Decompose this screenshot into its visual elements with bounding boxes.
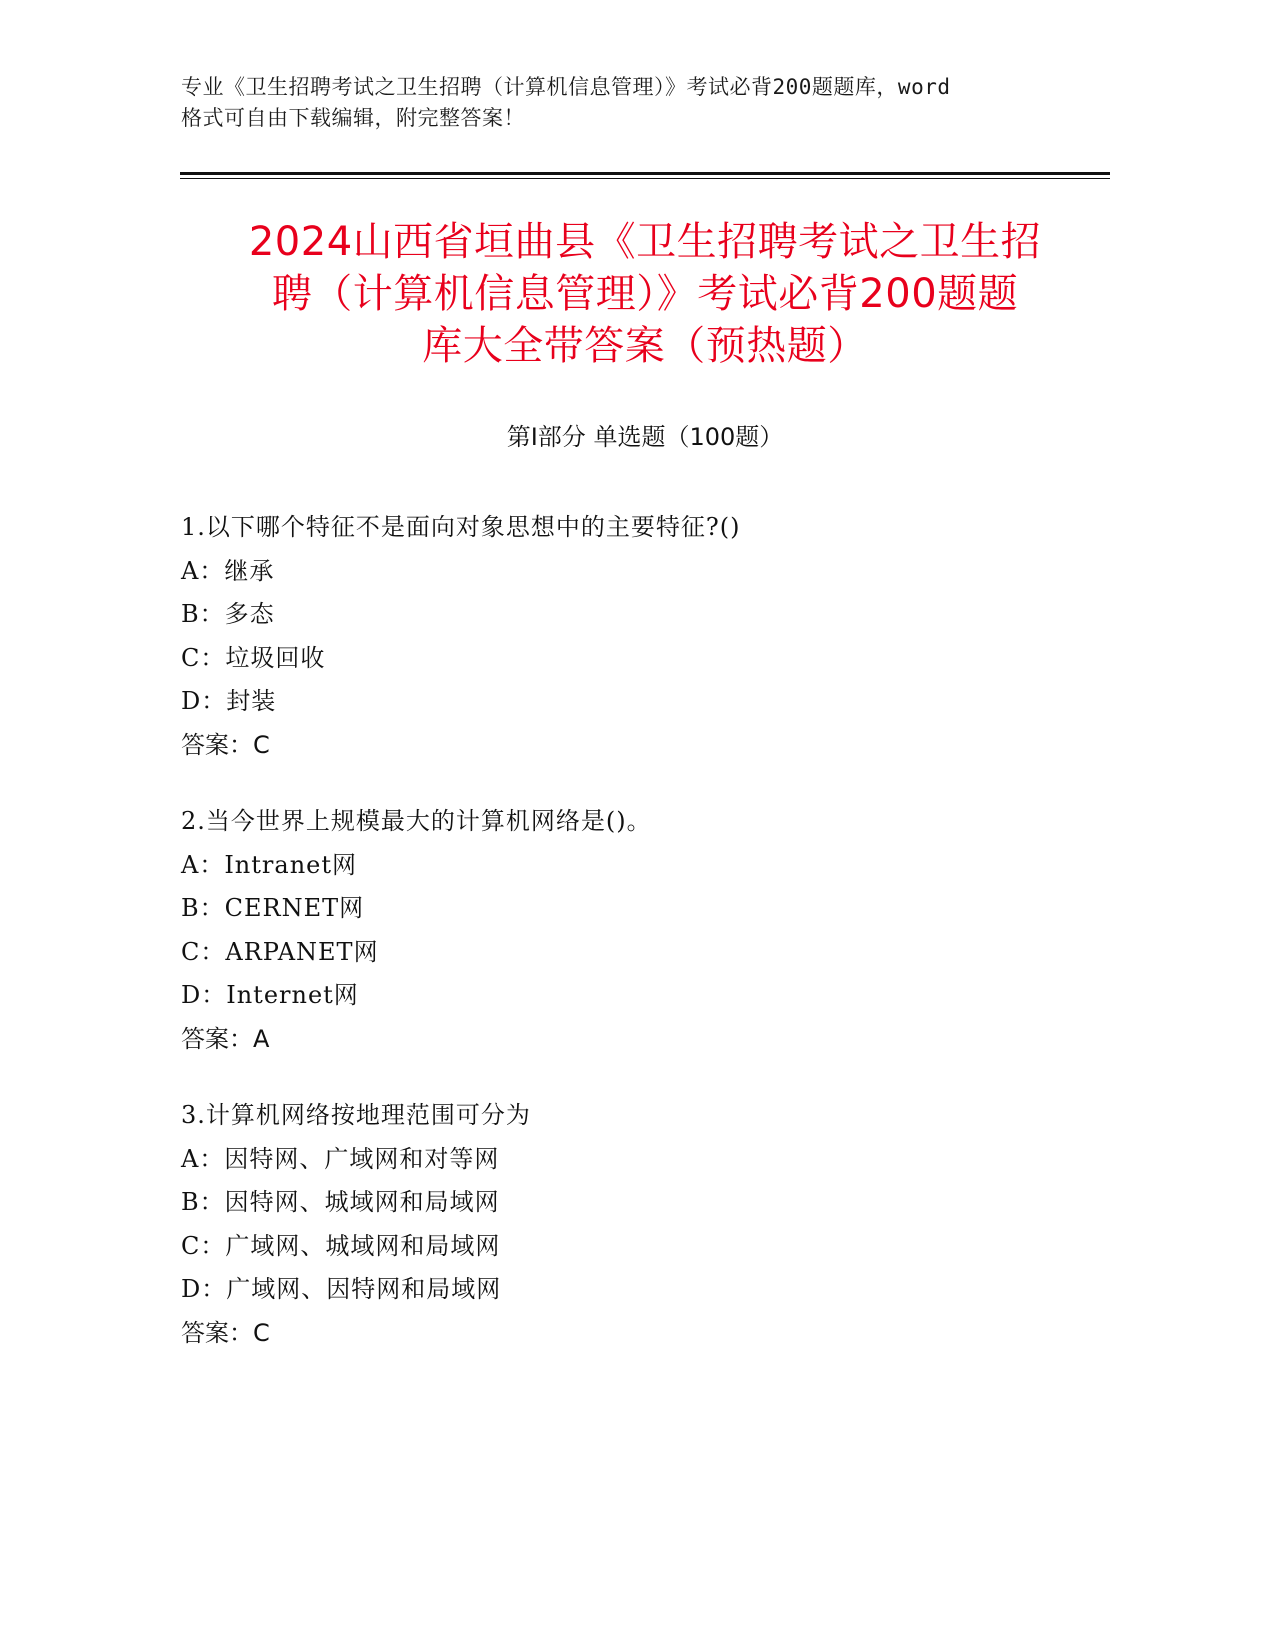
answer-line: 答案：C — [181, 1318, 270, 1347]
question-stem: 2.当今世界上规模最大的计算机网络是()。 — [181, 807, 652, 835]
document-title — [180, 216, 1110, 372]
header-note — [181, 72, 1081, 134]
question-item — [181, 1094, 1111, 1355]
question-item — [181, 800, 1111, 1061]
document-title-line-3: 库大全带答案（预热题） — [422, 323, 868, 369]
option-a: A：Intranet网 — [181, 850, 357, 879]
header-divider-thick — [180, 172, 1110, 175]
header-note-line-1: 专业《卫生招聘考试之卫生招聘（计算机信息管理）》考试必背200题题库，word — [181, 75, 951, 99]
option-b: B：CERNET网 — [181, 894, 365, 922]
option-a: A：因特网、广域网和对等网 — [181, 1144, 500, 1173]
option-b: B：因特网、城域网和局域网 — [181, 1188, 500, 1216]
question-stem: 1.以下哪个特征不是面向对象思想中的主要特征?() — [181, 513, 741, 541]
option-c: C：广域网、城域网和局域网 — [181, 1231, 501, 1260]
document-title-line-2: 聘（计算机信息管理）》考试必背200题题 — [271, 271, 1019, 317]
option-b: B：多态 — [181, 600, 275, 628]
option-d: D：Internet网 — [181, 981, 359, 1009]
option-c: C：ARPANET网 — [181, 937, 379, 966]
question-list — [181, 506, 1111, 1388]
answer-line: 答案：C — [181, 730, 270, 759]
document-title-line-1: 2024山西省垣曲县《卫生招聘考试之卫生招 — [248, 219, 1042, 265]
section-heading: 第Ⅰ部分 单选题（100题） — [506, 423, 784, 451]
option-a: A：继承 — [181, 556, 275, 585]
question-stem: 3.计算机网络按地理范围可分为 — [181, 1101, 531, 1129]
option-d: D：封装 — [181, 687, 277, 715]
header-note-line-2: 格式可自由下载编辑，附完整答案！ — [181, 106, 525, 130]
option-d: D：广域网、因特网和局域网 — [181, 1275, 502, 1303]
question-item — [181, 506, 1111, 767]
option-c: C：垃圾回收 — [181, 643, 326, 672]
answer-line: 答案：A — [181, 1024, 270, 1053]
header-divider-thin — [180, 178, 1110, 179]
